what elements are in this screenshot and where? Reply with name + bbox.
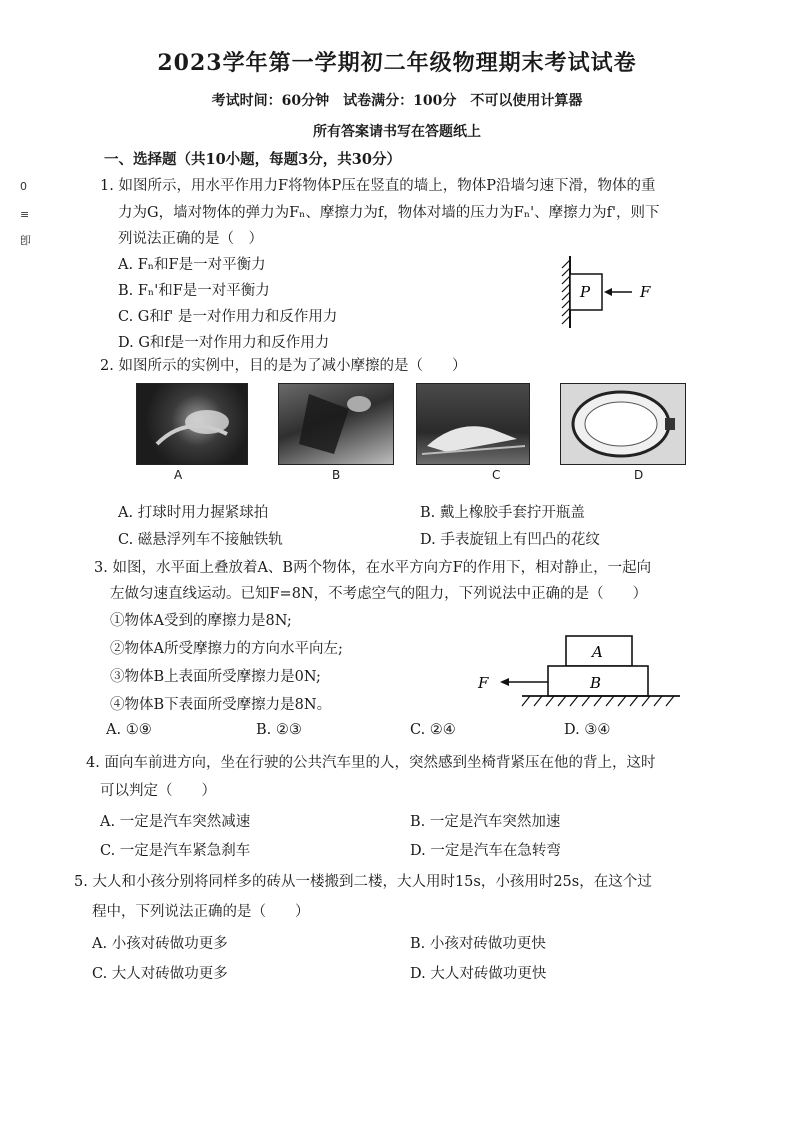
- q3-force-label: F: [478, 674, 489, 692]
- q5-option-c: C. 大人对砖做功更多: [92, 966, 228, 982]
- margin-mark: ≡: [20, 208, 30, 221]
- q1-stem-line: 列说法正确的是（ ）: [118, 231, 263, 247]
- q1-stem-line: 1. 如图所示，用水平作用力F将物体P压在竖直的墙上，物体P沿墙匀速下滑，物体的重: [100, 178, 656, 194]
- q2-option-b: B. 戴上橡胶手套拧开瓶盖: [420, 505, 585, 521]
- q5-stem-line: 程中，下列说法正确的是（ ）: [92, 904, 310, 920]
- q3-block-b-label: B: [590, 674, 602, 692]
- exam-note: 所有答案请书写在答题纸上: [313, 124, 481, 140]
- q3-blocks-figure: [474, 630, 694, 716]
- q1-force-label: F: [640, 283, 651, 301]
- q3-option-c: C. ②④: [410, 722, 456, 738]
- q4-stem-line: 可以判定（ ）: [100, 783, 216, 799]
- q3-statement-3: ③物体B上表面所受摩擦力是0N;: [110, 669, 321, 685]
- photo-a-label: A: [174, 468, 183, 482]
- q4-option-c: C. 一定是汽车紧急刹车: [100, 843, 251, 859]
- q1-wall-figure: [556, 252, 666, 332]
- q2-stem: 2. 如图所示的实例中，目的是为了减小摩擦的是（ ）: [100, 358, 467, 374]
- photo-a: [136, 383, 248, 465]
- q1-option-a: A. Fₙ和F是一对平衡力: [118, 257, 266, 273]
- exam-title: 2023学年第一学期初二年级物理期末考试试卷: [157, 50, 637, 76]
- q4-option-a: A. 一定是汽车突然减速: [100, 814, 251, 830]
- q2-option-c: C. 磁悬浮列车不接触铁轨: [118, 532, 283, 548]
- margin-mark: 0: [20, 180, 27, 193]
- q3-stem-line: 3. 如图，水平面上叠放着A、B两个物体，在水平方向方F的作用下，相对静止，一起向: [94, 560, 652, 576]
- exam-info: 考试时间：60分钟 试卷满分：100分 不可以使用计算器: [211, 93, 583, 109]
- q3-statement-2: ②物体A所受摩擦力的方向水平向左;: [110, 641, 343, 657]
- q4-option-b: B. 一定是汽车突然加速: [410, 814, 561, 830]
- q3-option-d: D. ③④: [564, 722, 611, 738]
- margin-mark: 卽: [20, 234, 31, 247]
- q5-option-b: B. 小孩对砖做功更快: [410, 936, 546, 952]
- q5-option-d: D. 大人对砖做功更快: [410, 966, 547, 982]
- section-heading: 一、选择题（共10小题，每题3分，共30分）: [104, 151, 401, 168]
- q3-statement-1: ①物体A受到的摩擦力是8N;: [110, 613, 292, 629]
- q3-stem-line: 左做匀速直线运动。已知F=8N，不考虑空气的阻力，下列说法中正确的是（ ）: [110, 586, 648, 602]
- q1-stem-line: 力为G，墙对物体的弹力为Fₙ、摩擦力为f，物体对墙的压力为Fₙ'、摩擦力为f'，则下: [118, 205, 660, 221]
- q4-stem-line: 4. 面向车前进方向，坐在行驶的公共汽车里的人，突然感到坐椅背紧压在他的背上，这时: [86, 755, 656, 771]
- q4-option-d: D. 一定是汽车在急转弯: [410, 843, 561, 859]
- photo-d: [560, 383, 686, 465]
- photo-c-label: C: [492, 468, 501, 482]
- photo-c: [416, 383, 530, 465]
- q1-option-d: D. G和f是一对作用力和反作用力: [118, 335, 330, 351]
- photo-d-label: D: [634, 468, 644, 482]
- q5-option-a: A. 小孩对砖做功更多: [92, 936, 228, 952]
- photo-b: [278, 383, 394, 465]
- q3-option-b: B. ②③: [256, 722, 302, 738]
- q2-option-a: A. 打球时用力握紧球拍: [118, 505, 269, 521]
- q3-block-a-label: A: [592, 643, 603, 661]
- q5-stem-line: 5. 大人和小孩分别将同样多的砖从一楼搬到二楼，大人用时15s，小孩用时25s，在这个过: [74, 874, 652, 890]
- q3-option-a: A. ①⑨: [106, 722, 152, 738]
- q1-option-c: C. G和f' 是一对作用力和反作用力: [118, 309, 338, 325]
- q3-statement-4: ④物体B下表面所受摩擦力是8N。: [110, 697, 332, 713]
- q2-option-d: D. 手表旋钮上有凹凸的花纹: [420, 532, 600, 548]
- photo-b-label: B: [332, 468, 341, 482]
- q1-block-label: P: [580, 283, 591, 301]
- q1-option-b: B. Fₙ'和F是一对平衡力: [118, 283, 270, 299]
